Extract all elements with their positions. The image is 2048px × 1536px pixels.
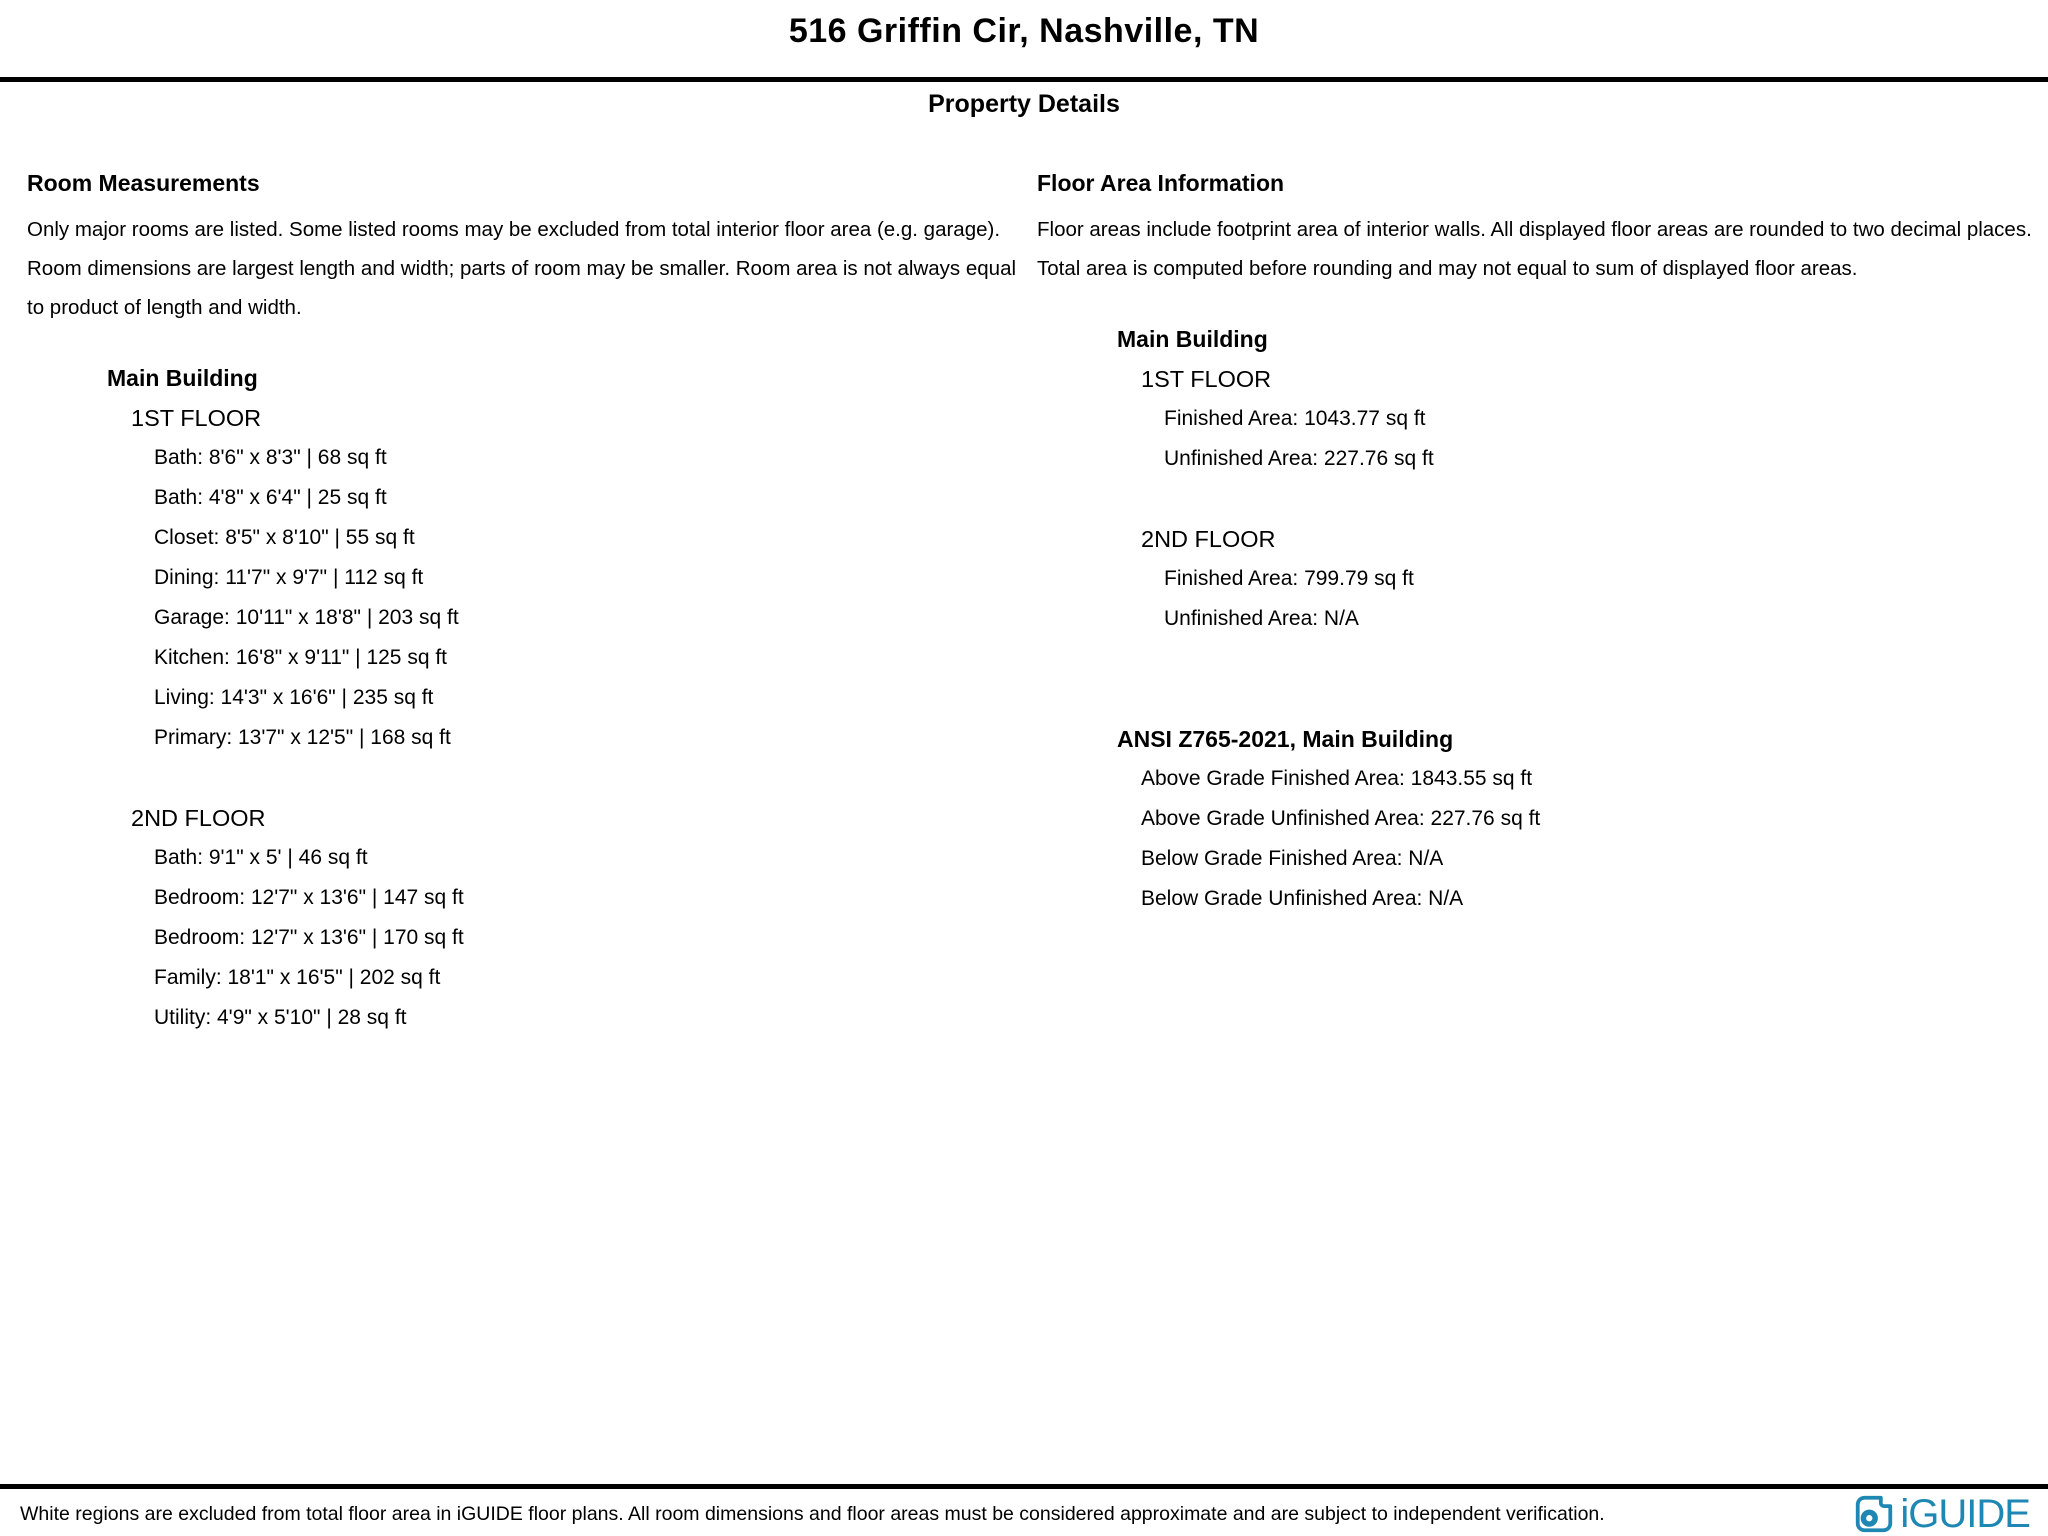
ansi-entry: Below Grade Unfinished Area: N/A bbox=[1141, 887, 1464, 910]
room-measurement: Utility: 4'9" x 5'10" | 28 sq ft bbox=[154, 1006, 407, 1029]
floor-name: 1ST FLOOR bbox=[1141, 366, 1272, 392]
floor-area-entry: Finished Area: 799.79 sq ft bbox=[1164, 567, 1414, 590]
page-title: 516 Griffin Cir, Nashville, TN bbox=[788, 12, 1260, 50]
ansi-entry: Above Grade Finished Area: 1843.55 sq ft bbox=[1141, 767, 1533, 790]
room-measurement: Family: 18'1" x 16'5" | 202 sq ft bbox=[154, 966, 441, 989]
ansi-entry: Above Grade Unfinished Area: 227.76 sq ft bbox=[1141, 807, 1541, 830]
footer-row bbox=[0, 1493, 2048, 1535]
page-subtitle: Property Details bbox=[928, 90, 1120, 118]
page-footer bbox=[0, 1484, 2048, 1535]
header-divider bbox=[0, 77, 2048, 82]
room-measurement: Closet: 8'5" x 8'10" | 55 sq ft bbox=[154, 526, 415, 549]
building-name: Main Building bbox=[1117, 326, 1268, 352]
room-measurements-description: Only major rooms are listed. Some listed rooms may be excluded from total interior floor area (e.g. garage). Room dimensions are largest length and width; parts of room may be smaller. Room area is not always equal to product of length and width. bbox=[27, 218, 1017, 319]
floor-name: 2ND FLOOR bbox=[131, 805, 266, 831]
footer-divider bbox=[0, 1484, 2048, 1489]
room-measurement: Dining: 11'7" x 9'7" | 112 sq ft bbox=[154, 566, 424, 589]
floor-area-entry: Unfinished Area: 227.76 sq ft bbox=[1164, 447, 1434, 470]
floor-area-description: Floor areas include footprint area of interior walls. All displayed floor areas are rounded to two decimal places. Total area is computed before rounding and may not equal to sum of displayed floor areas. bbox=[1037, 218, 2032, 280]
ansi-heading: ANSI Z765-2021, Main Building bbox=[1117, 726, 1454, 752]
floor-area-section bbox=[1037, 170, 2042, 919]
room-measurements-building bbox=[107, 358, 1037, 1038]
room-measurement: Garage: 10'11" x 18'8" | 203 sq ft bbox=[154, 606, 459, 629]
room-measurement: Primary: 13'7" x 12'5" | 168 sq ft bbox=[154, 726, 451, 749]
room-measurement: Bedroom: 12'7" x 13'6" | 147 sq ft bbox=[154, 886, 464, 909]
floor-name: 2ND FLOOR bbox=[1141, 526, 1276, 552]
iguide-logo bbox=[1853, 1493, 2030, 1535]
footer-disclaimer: White regions are excluded from total floor area in iGUIDE floor plans. All room dimensions and floor areas must be considered approximate and are subject to independent verification. bbox=[20, 1503, 1605, 1525]
iguide-logo-text: iGUIDE bbox=[1900, 1492, 2030, 1536]
ansi-entry: Below Grade Finished Area: N/A bbox=[1141, 847, 1444, 870]
area-floor-block-2nd bbox=[1141, 519, 2042, 639]
building-name: Main Building bbox=[107, 365, 258, 391]
room-measurement: Kitchen: 16'8" x 9'11" | 125 sq ft bbox=[154, 646, 448, 669]
area-floor-block-1st bbox=[1141, 359, 2042, 479]
ansi-section bbox=[1117, 719, 2042, 919]
iguide-camera-icon bbox=[1853, 1493, 1895, 1535]
floor-block-1st bbox=[131, 398, 1037, 758]
floor-name: 1ST FLOOR bbox=[131, 405, 262, 431]
room-measurement: Living: 14'3" x 16'6" | 235 sq ft bbox=[154, 686, 434, 709]
room-measurements-heading: Room Measurements bbox=[27, 170, 260, 196]
floor-area-heading: Floor Area Information bbox=[1037, 170, 1285, 196]
main-content bbox=[0, 170, 2048, 1038]
floor-area-building bbox=[1117, 319, 2042, 639]
floor-block-2nd bbox=[131, 798, 1037, 1038]
room-measurement: Bath: 8'6" x 8'3" | 68 sq ft bbox=[154, 446, 387, 469]
page-header bbox=[0, 0, 2048, 119]
floor-area-entry: Finished Area: 1043.77 sq ft bbox=[1164, 407, 1426, 430]
room-measurement: Bath: 9'1" x 5' | 46 sq ft bbox=[154, 846, 368, 869]
room-measurements-section bbox=[27, 170, 1037, 1038]
floor-area-entry: Unfinished Area: N/A bbox=[1164, 607, 1359, 630]
room-measurement: Bedroom: 12'7" x 13'6" | 170 sq ft bbox=[154, 926, 464, 949]
room-measurement: Bath: 4'8" x 6'4" | 25 sq ft bbox=[154, 486, 387, 509]
